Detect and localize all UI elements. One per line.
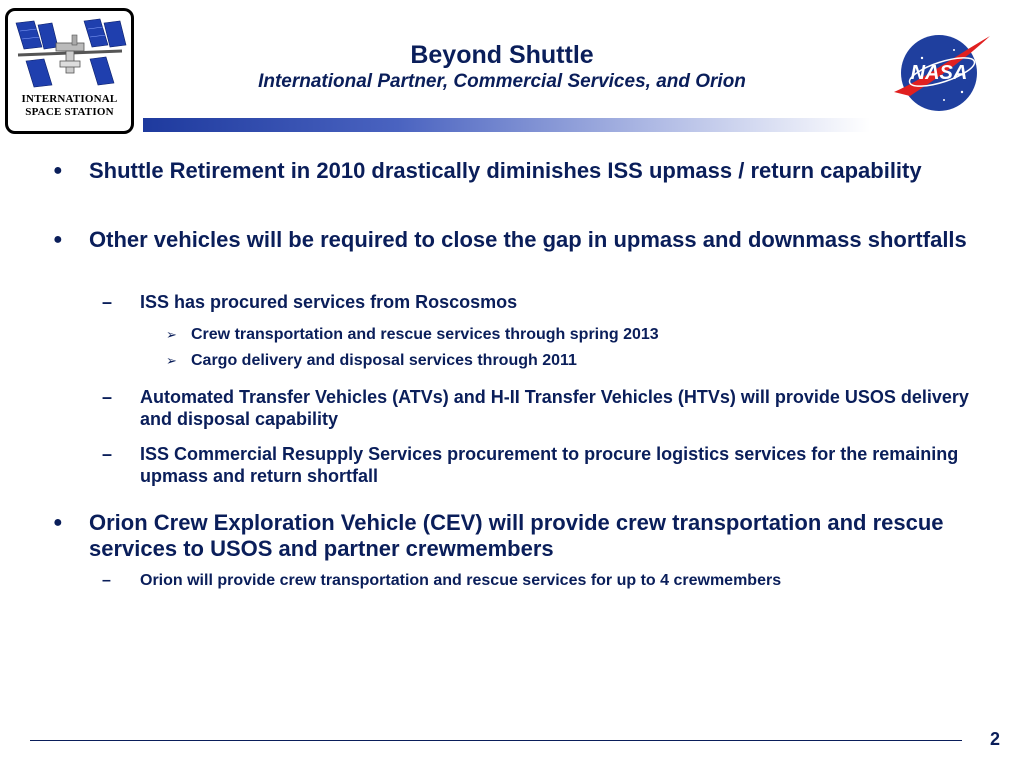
bullet-text: ISS Commercial Resupply Services procurement to procure logistics services for the remaining upmass and return shortfall <box>140 444 959 486</box>
bullet-marker: – <box>102 292 113 312</box>
bullet-text: ISS has procured services from Roscosmos <box>140 292 518 312</box>
page-subtitle: International Partner, Commercial Services, and Orion <box>258 71 746 92</box>
bullet-marker: ● <box>53 514 63 531</box>
bullet-text: Shuttle Retirement in 2010 drastically diminishes ISS upmass / return capability <box>89 158 922 183</box>
bullet-marker: – <box>102 444 113 464</box>
arrow-bullet-icon: ➢ <box>166 353 177 368</box>
sub-sub-bullet-item <box>166 325 991 345</box>
bullet-marker: – <box>102 572 111 589</box>
sub-sub-bullet-item <box>166 351 991 371</box>
bullet-text: Automated Transfer Vehicles (ATVs) and H-II Transfer Vehicles (HTVs) will provide USOS delivery and disposal capability <box>140 387 969 429</box>
sub-bullet-item <box>102 386 1000 430</box>
sub-bullet-item <box>102 291 1000 313</box>
bullet-text: Orion Crew Exploration Vehicle (CEV) will provide crew transportation and rescue services to USOS and partner crewmembers <box>89 510 944 561</box>
bullet-text: Orion will provide crew transportation and rescue services for up to 4 crewmembers <box>140 572 782 589</box>
bullet-item <box>53 158 999 184</box>
bullet-marker: – <box>102 387 113 407</box>
bullet-text: Cargo delivery and disposal services through 2011 <box>191 352 577 369</box>
bullet-marker: ● <box>53 231 63 248</box>
sub-bullet-item <box>102 443 1000 487</box>
space-station-icon <box>12 17 127 91</box>
iss-logo-line1: INTERNATIONAL <box>21 93 118 105</box>
bullet-marker: ● <box>53 162 63 179</box>
sub-bullet-item <box>102 571 1000 591</box>
bullet-text: Crew transportation and rescue services through spring 2013 <box>191 326 659 343</box>
nasa-logo-text: NASA <box>910 62 968 84</box>
bullet-item <box>53 227 999 253</box>
iss-logo-line2: SPACE STATION <box>25 106 114 118</box>
bullet-text: Other vehicles will be required to close the gap in upmass and downmass shortfalls <box>89 227 967 252</box>
title-underline-bar <box>143 118 870 132</box>
nasa-logo <box>892 30 992 114</box>
footer-divider <box>30 740 962 741</box>
bullet-item <box>53 510 999 562</box>
page-number: 2 <box>990 729 1001 749</box>
iss-logo <box>5 8 134 134</box>
slide-title <box>140 40 864 94</box>
page-title: Beyond Shuttle <box>410 41 594 69</box>
arrow-bullet-icon: ➢ <box>166 327 177 342</box>
